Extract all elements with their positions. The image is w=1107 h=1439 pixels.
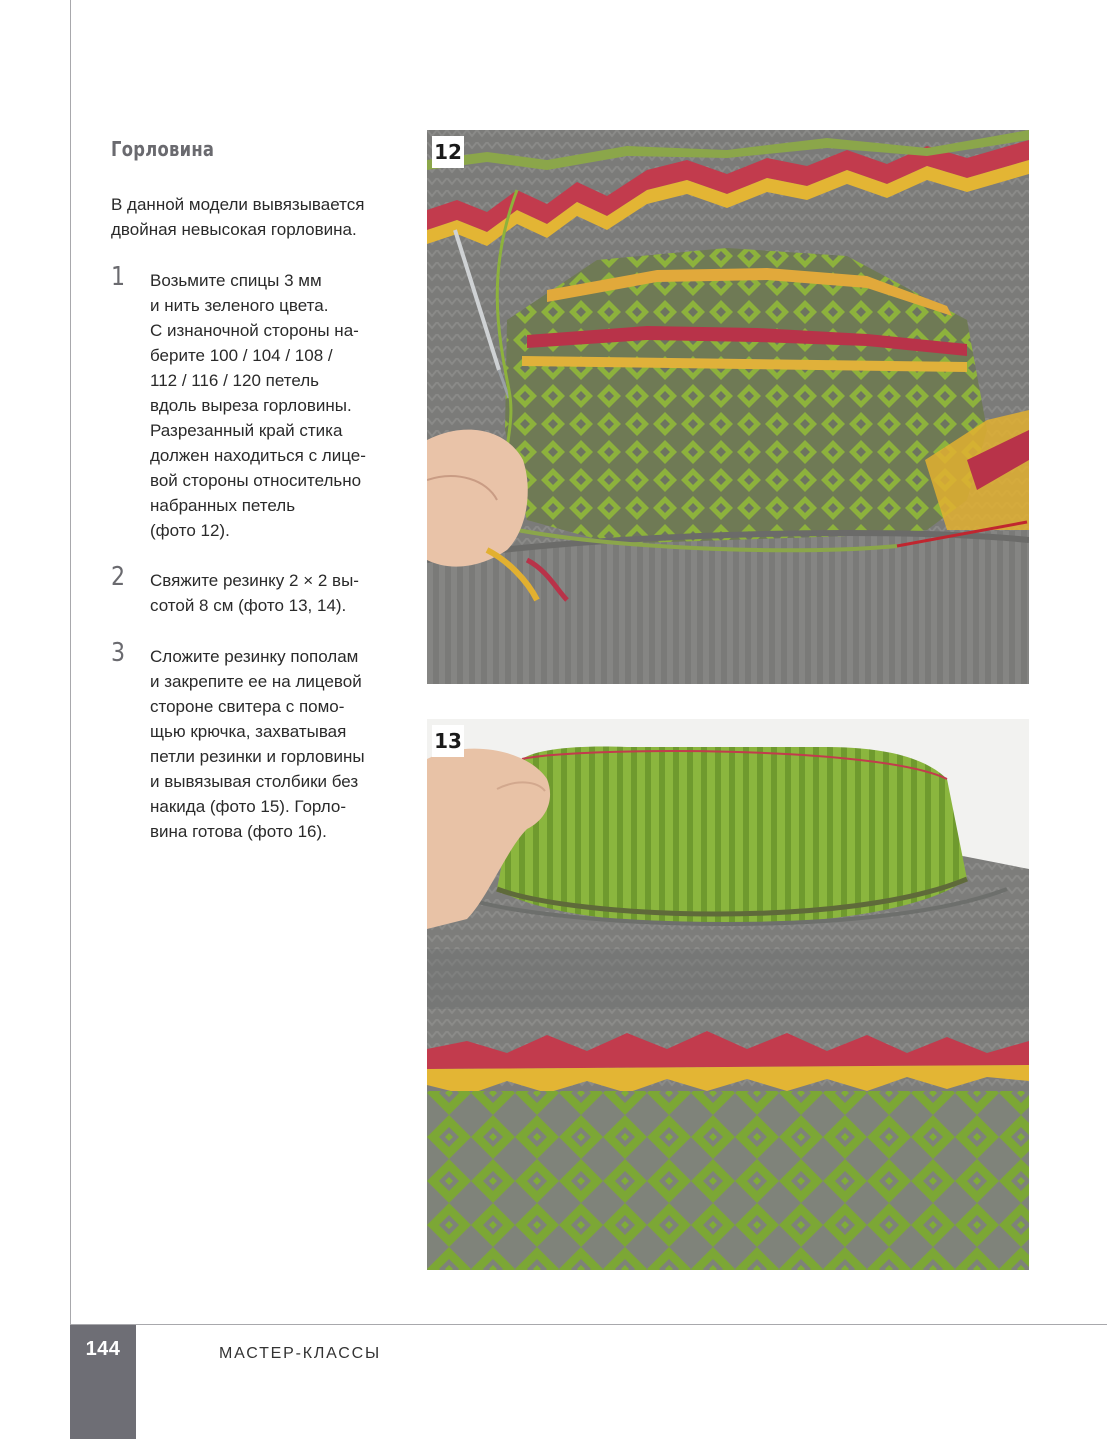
running-section-title: МАСТЕР-КЛАССЫ bbox=[219, 1345, 381, 1362]
photo-12-illustration bbox=[427, 130, 1029, 684]
step-text: Возьмите спицы 3 мм и нить зеленого цвета. С изнаночной стороны на- берите 100 / 104 / 108 / 112 / 116 / 120 петель вдоль выреза горловины. Разрезанный край стика должен находиться с лице- вой стороны относительно набранных петель (фото 12). bbox=[150, 271, 366, 540]
photo-13 bbox=[427, 719, 1029, 1270]
step-number: 2 bbox=[111, 562, 126, 592]
footer-rule bbox=[70, 1324, 1107, 1325]
photo-12 bbox=[427, 130, 1029, 684]
left-margin-rule bbox=[70, 0, 71, 1324]
step-number: 3 bbox=[111, 638, 126, 668]
step-text: Свяжите резинку 2 × 2 вы- сотой 8 см (фото 13, 14). bbox=[150, 571, 359, 615]
page-number: 144 bbox=[85, 1338, 121, 1360]
section-heading: Горловина bbox=[111, 137, 215, 161]
photo-number-badge: 13 bbox=[432, 725, 464, 757]
step-number: 1 bbox=[111, 262, 126, 292]
photo-13-illustration bbox=[427, 719, 1029, 1270]
step-text: Сложите резинку пополам и закрепите ее на лицевой стороне свитера с помо- щью крючка, захватывая петли резинки и горловины и вывязывая столбики без накида (фото 15). Горло- вина готова (фото 16). bbox=[150, 647, 365, 841]
photo-number-badge: 12 bbox=[432, 136, 464, 168]
intro-paragraph: В данной модели вывязывается двойная невысокая горловина. bbox=[111, 195, 365, 239]
